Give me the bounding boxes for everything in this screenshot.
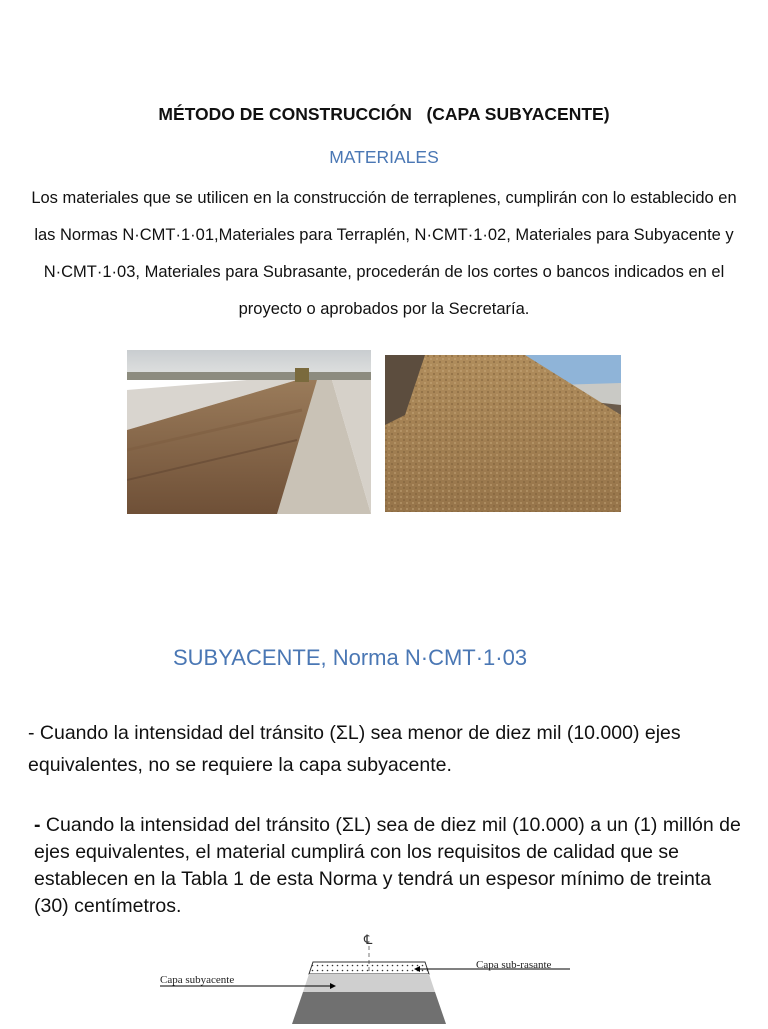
bullet-paragraph-1: - Cuando la intensidad del tránsito (ΣL) sea menor de diez mil (10.000) ejes equivalentes, no se requiere la capa subyacente. (28, 722, 681, 776)
bullet-paragraph-2 (34, 812, 744, 920)
gravel-pile-photo (385, 355, 621, 512)
centerline-icon: ℄ (364, 932, 373, 947)
materiales-heading: MATERIALES (329, 147, 439, 167)
subyacente-heading: SUBYACENTE, Norma N·CMT·1·03 (173, 645, 528, 670)
label-capa-subrasante: Capa sub-rasante (476, 959, 552, 971)
cross-section-diagram (150, 928, 590, 1024)
road-construction-photo (127, 350, 371, 514)
materiales-paragraph: Los materiales que se utilicen en la construcción de terraplenes, cumplirán con lo establecido en las Normas N·CMT·1·01,Materiales para Terraplén, N·CMT·1·02, Materiales para Subyacente y N·CMT·1·03, Materiales para Subrasante, procederán de los cortes o bancos indicados en el proyecto o aprobados por la Secretaría. (31, 189, 737, 318)
label-capa-subyacente: Capa subyacente (160, 974, 235, 986)
page-title: MÉTODO DE CONSTRUCCIÓN (CAPA SUBYACENTE) (158, 104, 610, 124)
bullet-dash: - (34, 814, 41, 836)
bullet-text-2: Cuando la intensidad del tránsito (ΣL) sea de diez mil (10.000) a un (1) millón de ejes equivalentes, el material cumplirá con los requisitos de calidad que se establecen en la Tabla 1 de esta Norma y tendrá un espesor mínimo de treinta (30) centímetros. (34, 814, 741, 917)
